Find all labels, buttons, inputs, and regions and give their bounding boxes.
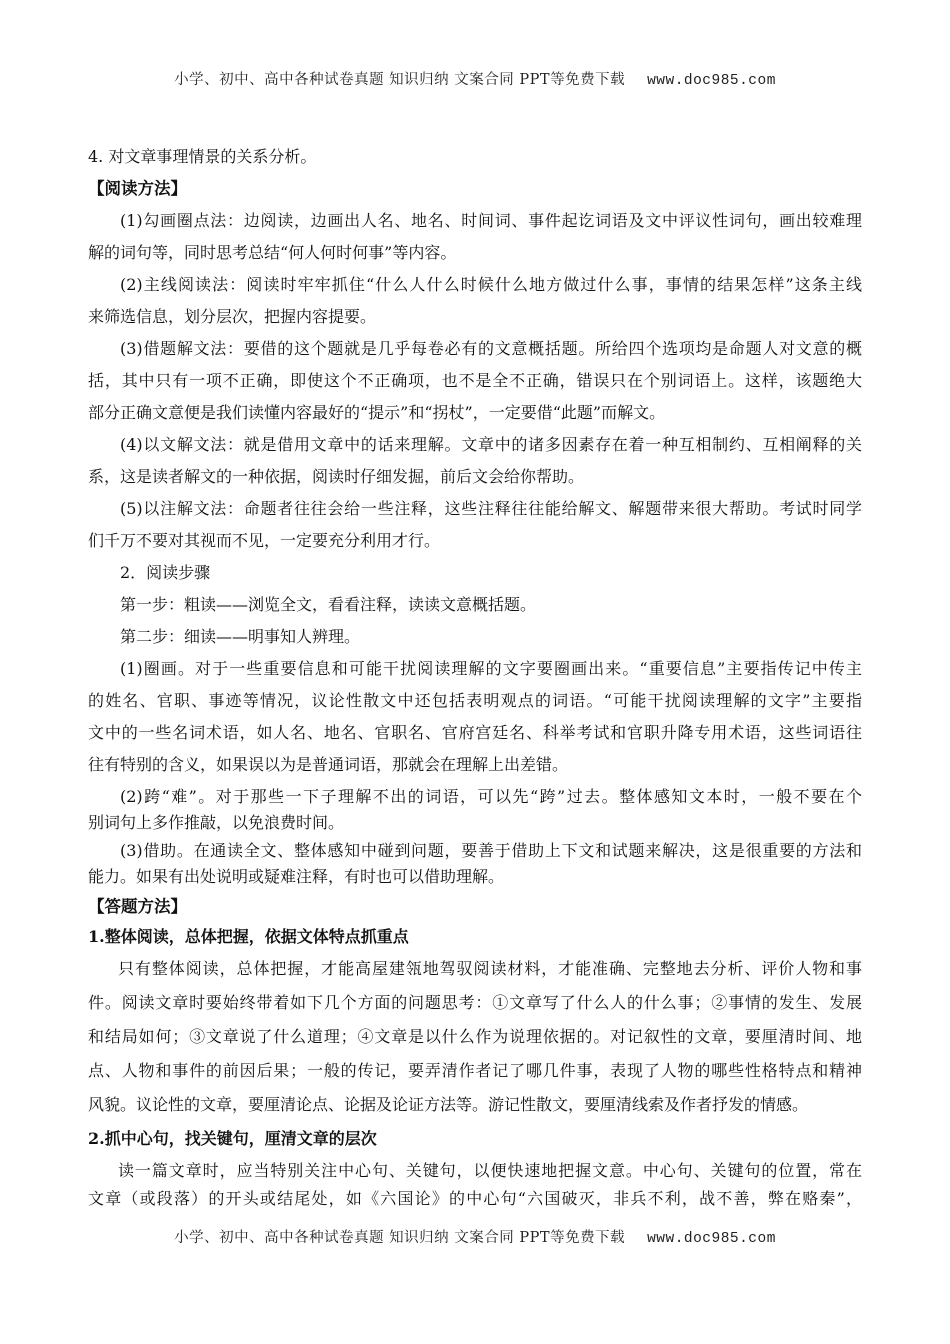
page-footer xyxy=(0,1226,950,1247)
paragraph-line: 部分正确文意便是我们读懂内容最好的“提示”和“拐杖”，一定要借“此题”而解文。 xyxy=(88,403,666,422)
paragraph-line: 和结局如何；③文章说了什么道理；④文章是以什么作为说理依据的。对记叙性的文章，要厘清时间、地 xyxy=(88,1027,862,1046)
paragraph-line: 文章（或段落）的开头或结尾处，如《六国论》的中心句“六国破灭，非兵不利，战不善，弊在赂秦”， xyxy=(88,1189,862,1208)
paragraph-line: 第一步：粗读——浏览全文，看看注释，读读文意概括题。 xyxy=(120,595,537,614)
paragraph-line: 往有特别的含义，如果误以为是普通词语，那就会在理解上出差错。 xyxy=(88,755,569,774)
footer-url[interactable]: www.doc985.com xyxy=(647,1231,776,1247)
paragraph-line: (3)借题解文法：要借的这个题就是几乎每卷必有的文意概括题。所给四个选项均是命题人对文意的概 xyxy=(120,339,862,358)
paragraph-line: 括，其中只有一项不正确，即使这个不正确项，也不是全不正确，错误只在个别词语上。这样，该题绝大 xyxy=(88,371,862,390)
paragraph-line: 解的词句等，同时思考总结“何人何时何事”等内容。 xyxy=(88,243,457,262)
paragraph-line: (1)圈画。对于一些重要信息和可能干扰阅读理解的文字要圈画出来。“重要信息”主要指传记中传主 xyxy=(120,659,862,678)
subsection-heading-1: 1.整体阅读，总体把握，依据文体特点抓重点 xyxy=(88,927,409,946)
paragraph-line: 文中的一些名词术语，如人名、地名、官职名、官府宫廷名、科举考试和官职升降专用术语，这些词语往 xyxy=(88,723,862,742)
paragraph-line: 来筛选信息，划分层次，把握内容提要。 xyxy=(88,307,377,326)
section-heading-answer-method: 【答题方法】 xyxy=(88,897,187,916)
paragraph-line: 系，这是读者解文的一种依据，阅读时仔细发掘，前后文会给你帮助。 xyxy=(88,467,585,486)
subsection-heading-reading-steps: 2．阅读步骤 xyxy=(120,563,211,582)
paragraph-line: 别词句上多作推敲，以免浪费时间。 xyxy=(88,813,345,832)
section-heading-reading-method: 【阅读方法】 xyxy=(88,179,187,198)
paragraph-line: 的姓名、官职、事迹等情况，议论性散文中还包括表明观点的词语。“可能干扰阅读理解的文字”主要指 xyxy=(88,691,862,710)
footer-text: 小学、初中、高中各种试卷真题 知识归纳 文案合同 PPT等免费下载 xyxy=(174,1230,626,1246)
paragraph-line: 能力。如果有出处说明或疑难注释，有时也可以借助理解。 xyxy=(88,867,505,886)
paragraph-line: 件。阅读文章时要始终带着如下几个方面的问题思考：①文章写了什么人的什么事；②事情的发生、发展 xyxy=(88,993,862,1012)
header-url[interactable]: www.doc985.com xyxy=(647,73,776,89)
paragraph-line: 风貌。议论性的文章，要厘清论点、论据及论证方法等。游记性散文，要厘清线索及作者抒发的情感。 xyxy=(88,1095,809,1114)
page-header xyxy=(0,68,950,89)
paragraph-line: (4)以文解文法：就是借用文章中的话来理解。文章中的诸多因素存在着一种互相制约、互相阐释的关 xyxy=(120,435,862,454)
paragraph-line: (1)勾画圈点法：边阅读，边画出人名、地名、时间词、事件起讫词语及文中评议性词句，画出较难理 xyxy=(120,211,862,230)
header-text: 小学、初中、高中各种试卷真题 知识归纳 文案合同 PPT等免费下载 xyxy=(174,72,626,88)
list-item-heading: 4. 对文章事理情景的关系分析。 xyxy=(88,147,317,166)
subsection-heading-2: 2.抓中心句，找关键句，厘清文章的层次 xyxy=(88,1129,377,1148)
paragraph-line: 第二步：细读——明事知人辨理。 xyxy=(120,627,361,646)
paragraph-line: (5)以注解文法：命题者往往会给一些注释，这些注释往往能给解文、解题带来很大帮助。考试时同学 xyxy=(120,499,862,518)
paragraph-line: 读一篇文章时，应当特别关注中心句、关键句，以便快速地把握文意。中心句、关键句的位置，常在 xyxy=(118,1161,862,1180)
paragraph-line: (3)借助。在通读全文、整体感知中碰到问题，要善于借助上下文和试题来解决，这是很重要的方法和 xyxy=(120,841,862,860)
paragraph-line: (2)跨“难”。对于那些一下子理解不出的词语，可以先“跨”过去。整体感知文本时，一般不要在个 xyxy=(120,787,862,806)
paragraph-line: 只有整体阅读，总体把握，才能高屋建瓴地驾驭阅读材料，才能准确、完整地去分析、评价人物和事 xyxy=(118,959,862,978)
paragraph-line: (2)主线阅读法：阅读时牢牢抓住“什么人什么时候什么地方做过什么事，事情的结果怎样”这条主线 xyxy=(120,275,862,294)
paragraph-line: 们千万不要对其视而不见，一定要充分利用才行。 xyxy=(88,531,441,550)
paragraph-line: 点、人物和事件的前因后果；一般的传记，要弄清作者记了哪几件事，表现了人物的哪些性格特点和精神 xyxy=(88,1061,862,1080)
